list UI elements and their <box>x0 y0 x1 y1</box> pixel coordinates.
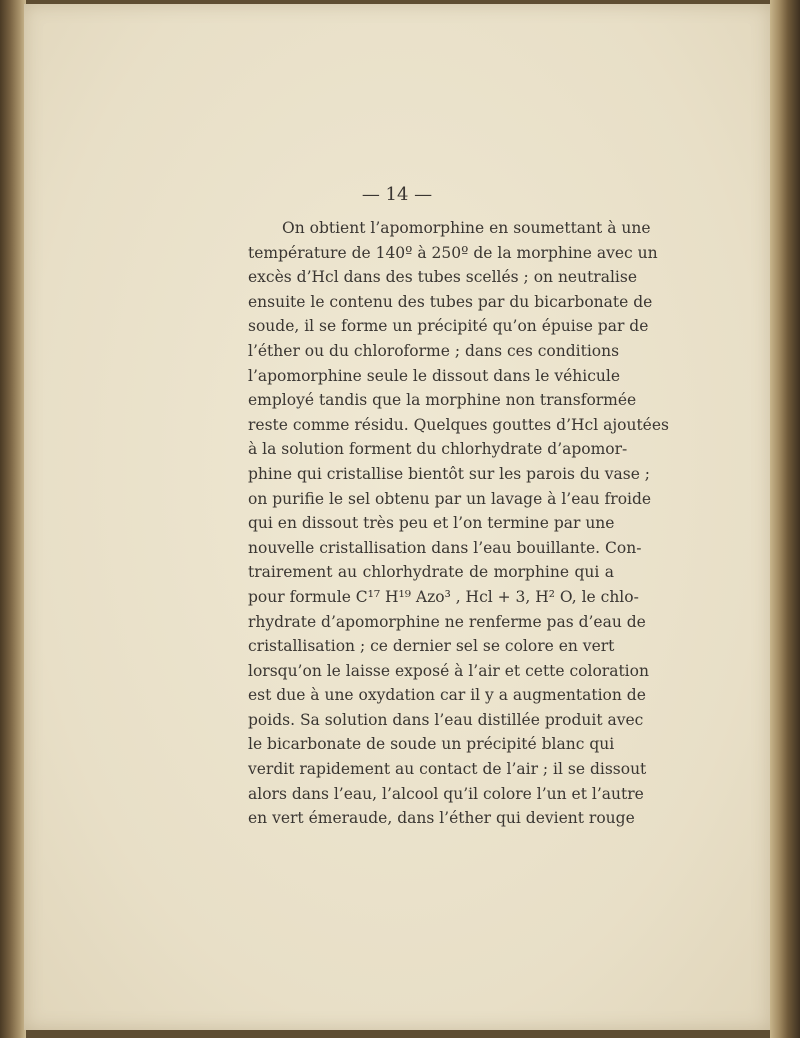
text-line: température de 140º à 250º de la morphine avec un <box>248 243 658 262</box>
text-line: soude, il se forme un précipité qu’on épuise par de <box>248 317 649 336</box>
text-line: ensuite le contenu des tubes par du bicarbonate de <box>248 292 653 311</box>
text-line: verdit rapidement au contact de l’air ; il se dissout <box>248 760 647 779</box>
text-line: rhydrate d’apomorphine ne renferme pas d’eau de <box>248 612 646 631</box>
paper-page <box>24 4 770 1030</box>
text-line: en vert émeraude, dans l’éther qui devient rouge <box>248 809 635 828</box>
text-line: pour formule C¹⁷ H¹⁹ Azo³ , Hcl + 3, H² O, le chlo- <box>248 587 639 606</box>
text-line: l’éther ou du chloroforme ; dans ces conditions <box>248 341 620 360</box>
body-text <box>248 216 669 831</box>
text-line: alors dans l’eau, l’alcool qu’il colore l’un et l’autre <box>248 784 644 803</box>
text-line: employé tandis que la morphine non transformée <box>248 391 637 410</box>
text-line: excès d’Hcl dans des tubes scellés ; on neutralise <box>248 268 637 287</box>
text-line: reste comme résidu. Quelques gouttes d’Hcl ajoutées <box>248 415 669 434</box>
text-line: poids. Sa solution dans l’eau distillée produit avec <box>248 710 644 729</box>
page-number: — 14 — <box>361 184 433 205</box>
text-line: On obtient l’apomorphine en soumettant à une <box>282 219 651 237</box>
text-line: phine qui cristallise bientôt sur les parois du vase ; <box>248 464 651 483</box>
text-line: on purifie le sel obtenu par un lavage à l’eau froide <box>248 489 652 508</box>
book-binding-left <box>0 0 26 1038</box>
text-line: à la solution forment du chlorhydrate d’apomor- <box>248 440 628 459</box>
book-binding-right <box>770 0 800 1038</box>
text-line: cristallisation ; ce dernier sel se colore en vert <box>248 637 615 656</box>
text-line: nouvelle cristallisation dans l’eau bouillante. Con- <box>248 538 642 557</box>
text-line: le bicarbonate de soude un précipité blanc qui <box>248 735 615 754</box>
text-line: l’apomorphine seule le dissout dans le véhicule <box>248 366 620 385</box>
text-line: lorsqu’on le laisse exposé à l’air et cette coloration <box>248 661 649 680</box>
text-line: qui en dissout très peu et l’on termine par une <box>248 514 615 533</box>
text-line: est due à une oxydation car il y a augmentation de <box>248 686 646 705</box>
text-line: trairement au chlorhydrate de morphine qui a <box>248 563 614 582</box>
